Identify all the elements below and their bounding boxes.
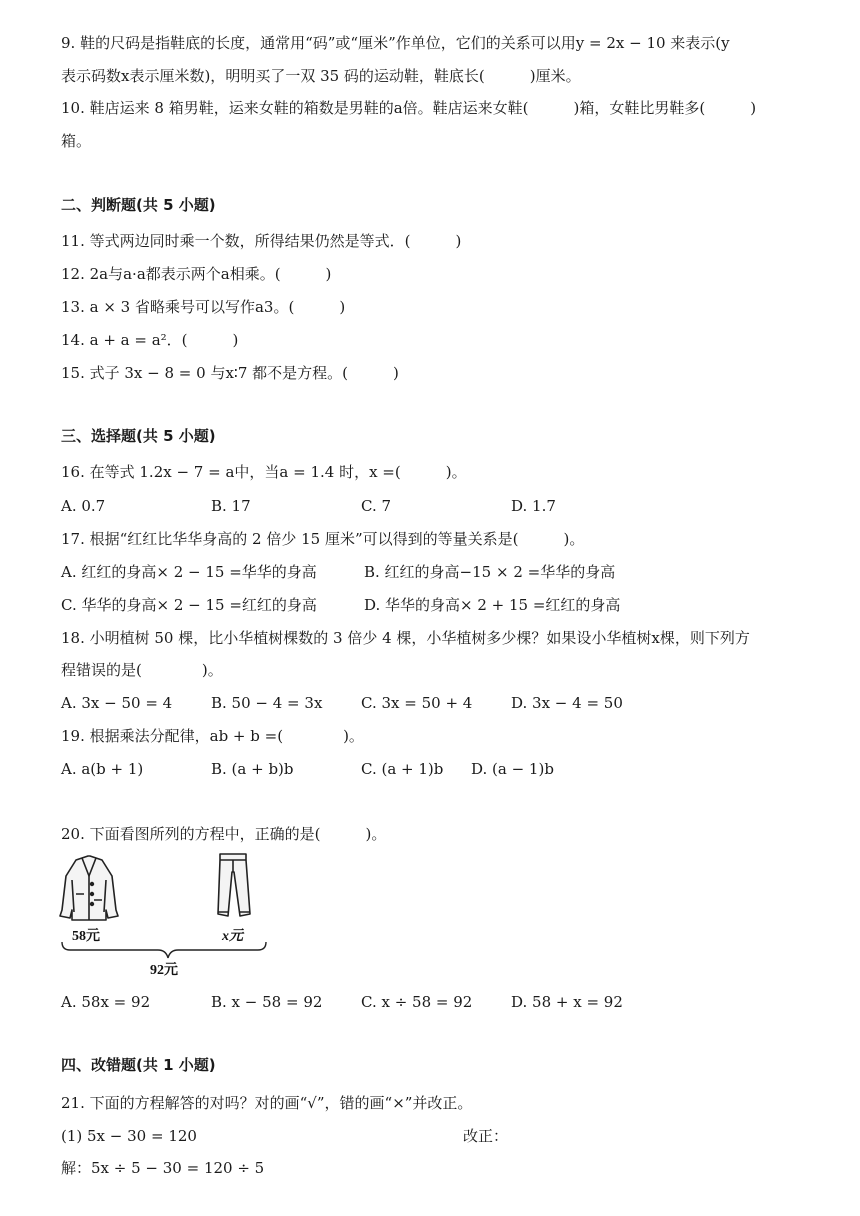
q18-line2: 程错误的是( )。 [61, 661, 223, 679]
q16-option-b: B. 17 [211, 497, 251, 515]
q21-stem: 21. 下面的方程解答的对吗？对的画“√”，错的画“×”并改正。 [61, 1094, 473, 1112]
total-price-label: 92元 [150, 963, 178, 978]
q19-option-c: C. (a + 1)b [361, 760, 444, 778]
section-judgement-title: 二、判断题(共 5 小题) [61, 196, 216, 214]
q17-stem: 17. 根据“红红比华华身高的 2 倍少 15 厘米”可以得到的等量关系是( )。 [61, 530, 585, 548]
q18-option-b: B. 50 − 4 = 3x [211, 694, 323, 712]
q15: 15. 式子 3x − 8 = 0 与x∶7 都不是方程。( ) [61, 364, 399, 382]
coat-icon [60, 856, 118, 920]
q16-stem: 16. 在等式 1.2x − 7 = a中，当a = 1.4 时，x =( )。 [61, 463, 467, 481]
pants-icon [218, 854, 250, 916]
q10-line1: 10. 鞋店运来 8 箱男鞋，运来女鞋的箱数是男鞋的a倍。鞋店运来女鞋( )箱，女鞋比男鞋多( ) [61, 99, 757, 117]
q11: 11. 等式两边同时乘一个数，所得结果仍然是等式．( ) [61, 232, 462, 250]
q20-option-b: B. x − 58 = 92 [211, 993, 323, 1011]
q18-option-a: A. 3x − 50 = 4 [61, 694, 173, 712]
section-correction-title: 四、改错题(共 1 小题) [61, 1056, 216, 1074]
q17-option-d: D. 华华的身高× 2 + 15 =红红的身高 [364, 596, 621, 614]
q18-line1: 18. 小明植树 50 棵，比小华植树棵数的 3 倍少 4 棵，小华植树多少棵？如果设小华植树x棵，则下列方 [61, 629, 750, 647]
q19-option-b: B. (a + b)b [211, 760, 294, 778]
q20-option-c: C. x ÷ 58 = 92 [361, 993, 473, 1011]
section-choice-title: 三、选择题(共 5 小题) [61, 427, 216, 445]
q14: 14. a + a = a²．( ) [61, 331, 239, 349]
q21-sub1: (1) 5x − 30 = 120 [61, 1127, 197, 1145]
q20-option-d: D. 58 + x = 92 [511, 993, 623, 1011]
q21-fix-label: 改正： [463, 1127, 509, 1145]
q16-option-a: A. 0.7 [61, 497, 106, 515]
total-brace [62, 942, 266, 958]
q9-line2: 表示码数x表示厘米数)，明明买了一双 35 码的运动鞋，鞋底长( )厘米。 [61, 67, 581, 85]
q20-figure [58, 850, 288, 980]
q17-option-c: C. 华华的身高× 2 − 15 =红红的身高 [61, 596, 317, 614]
q20-option-a: A. 58x = 92 [61, 993, 151, 1011]
q12: 12. 2a与a·a都表示两个a相乘。( ) [61, 265, 332, 283]
q10-line2: 箱。 [61, 132, 92, 150]
q16-option-c: C. 7 [361, 497, 392, 515]
q18-option-d: D. 3x − 4 = 50 [511, 694, 623, 712]
q21-step: 解：5x ÷ 5 − 30 = 120 ÷ 5 [61, 1159, 265, 1177]
q16-option-d: D. 1.7 [511, 497, 556, 515]
q13: 13. a × 3 省略乘号可以写作a3。( ) [61, 298, 346, 316]
q17-option-b: B. 红红的身高−15 × 2 =华华的身高 [364, 563, 616, 581]
coat-price-label: 58元 [72, 929, 100, 944]
q18-option-c: C. 3x = 50 + 4 [361, 694, 473, 712]
q19-option-a: A. a(b + 1) [61, 760, 144, 778]
pants-price-label: x元 [222, 929, 243, 944]
q19-option-d: D. (a − 1)b [471, 760, 554, 778]
q19-stem: 19. 根据乘法分配律，ab + b =( )。 [61, 727, 364, 745]
q20-stem: 20. 下面看图所列的方程中，正确的是( )。 [61, 825, 387, 843]
q9-line1: 9. 鞋的尺码是指鞋底的长度，通常用“码”或“厘米”作单位，它们的关系可以用y = 2x − 10 来表示(y [61, 34, 730, 52]
q17-option-a: A. 红红的身高× 2 − 15 =华华的身高 [61, 563, 317, 581]
